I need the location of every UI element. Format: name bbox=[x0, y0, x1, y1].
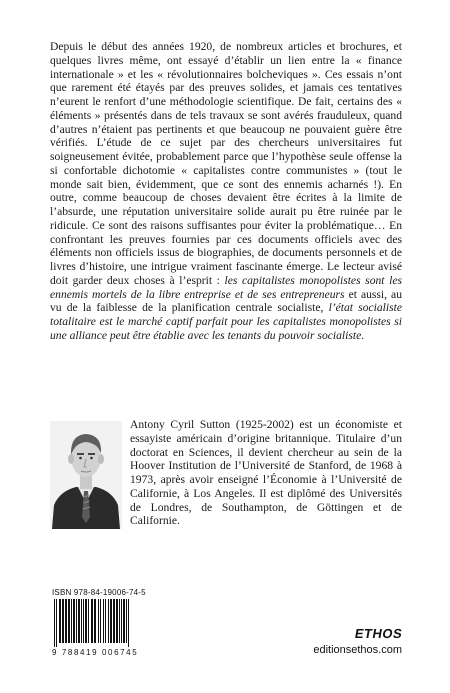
barcode-bar bbox=[68, 599, 70, 643]
barcode-bar bbox=[88, 599, 89, 643]
barcode-bar bbox=[123, 599, 125, 643]
barcode-bar bbox=[91, 599, 93, 643]
publisher-url: editionsethos.com bbox=[313, 644, 402, 656]
barcode-bar bbox=[71, 599, 72, 643]
barcode-bar bbox=[113, 599, 115, 643]
barcode-bar bbox=[108, 599, 109, 643]
barcode-bar bbox=[56, 599, 57, 647]
barcode-bar bbox=[85, 599, 87, 643]
barcode-bar bbox=[110, 599, 112, 643]
barcode-bar bbox=[119, 599, 120, 643]
barcode-bar bbox=[76, 599, 77, 643]
blurb-text-1: Depuis le début des années 1920, de nombreux articles et brochures, et quelques livres même, ont essayé d’établir un lien entre la « finance internationale » et les « révolutionnaires bolcheviques ». Ces essais n’ont que rarement été étayés par des preuves solides, et jamais ces tentatives n’eurent le renfort d’une méthodologie scientifique. De fait, certains des « éléments » présentés dans de tels travaux se sont avérés frauduleux, quand d’autres n’étaient pas pertinents et que beaucoup ne pouvaient guère être vérifiés. L’étude de ce sujet par des chercheurs universitaires fut soigneusement évitée, probablement parce que l’hypothèse seule offense la si confortable dichotomie « capitalistes contre communistes » (tout le monde sait bien, évidemment, que ce sont des ennemis acharnés !). En outre, comme beaucoup de choses devaient être écrites à la limite de l’absurde, une réputation universitaire solide aurait pu être ruinée par le ridicule. Ce sont des raisons suffisantes pour éviter la problématique… En confrontant les preuves fournies par ces documents officiels avec des éléments non officiels issus de biographies, de documents personnels et de livres d’histoire, une intrigue vraiment fascinante émerge. Le lecteur avisé doit garder deux choses à l’esprit : bbox=[50, 40, 402, 287]
barcode-bar bbox=[105, 599, 106, 643]
barcode-bar bbox=[81, 599, 82, 643]
barcode-bar bbox=[98, 599, 99, 643]
blurb-paragraph bbox=[50, 40, 402, 343]
publisher-logo: ETHOS bbox=[353, 626, 404, 641]
back-cover-blurb bbox=[50, 40, 402, 343]
barcode-bar bbox=[54, 599, 55, 647]
barcode-bar bbox=[128, 599, 129, 647]
barcode-bar bbox=[100, 599, 101, 643]
barcode-bar bbox=[121, 599, 122, 643]
isbn-barcode bbox=[52, 588, 164, 657]
barcode-bar bbox=[103, 599, 104, 643]
blurb-text-3: . bbox=[361, 328, 365, 342]
barcode-bar bbox=[65, 599, 67, 643]
isbn-digits: 9 788419 006745 bbox=[52, 648, 139, 657]
author-portrait-illustration bbox=[50, 421, 122, 529]
barcode-bar bbox=[73, 599, 75, 643]
barcode-bar bbox=[94, 599, 96, 643]
barcode-bar bbox=[126, 599, 127, 643]
barcode-bar bbox=[59, 599, 61, 643]
barcode-image bbox=[52, 599, 164, 647]
author-photo bbox=[50, 421, 122, 529]
isbn-label: ISBN 978-84-19006-74-5 bbox=[52, 588, 146, 597]
barcode-bar bbox=[83, 599, 84, 643]
barcode-bar bbox=[78, 599, 80, 643]
barcode-bar bbox=[62, 599, 64, 643]
blurb-text-2: et aussi, au vu de la faiblesse de la planification centrale socialiste, bbox=[50, 287, 402, 315]
blurb-italic-1: les capitalistes monopolistes sont les ennemis mortels de la libre entreprise et de ses entrepreneurs bbox=[50, 273, 402, 301]
barcode-bar bbox=[116, 599, 118, 643]
blurb-italic-2: l’état socialiste totalitaire est le marché captif parfait pour les capitalistes monopolistes si une alliance peut être établie avec les tenants du pouvoir socialiste bbox=[50, 301, 402, 342]
author-bio: Antony Cyril Sutton (1925-2002) est un économiste et essayiste américain d’origine britannique. Titulaire d’un doctorat en Sciences, il devient chercheur au sein de la Hoover Institution de l’Université de Stanford, de 1968 à 1973, après avoir enseigné l’Économie à l’Université de Californie, à Los Angeles. Il est diplômé des Universités de Londres, de Southampton, de Göttingen et de Californie. bbox=[130, 418, 402, 528]
